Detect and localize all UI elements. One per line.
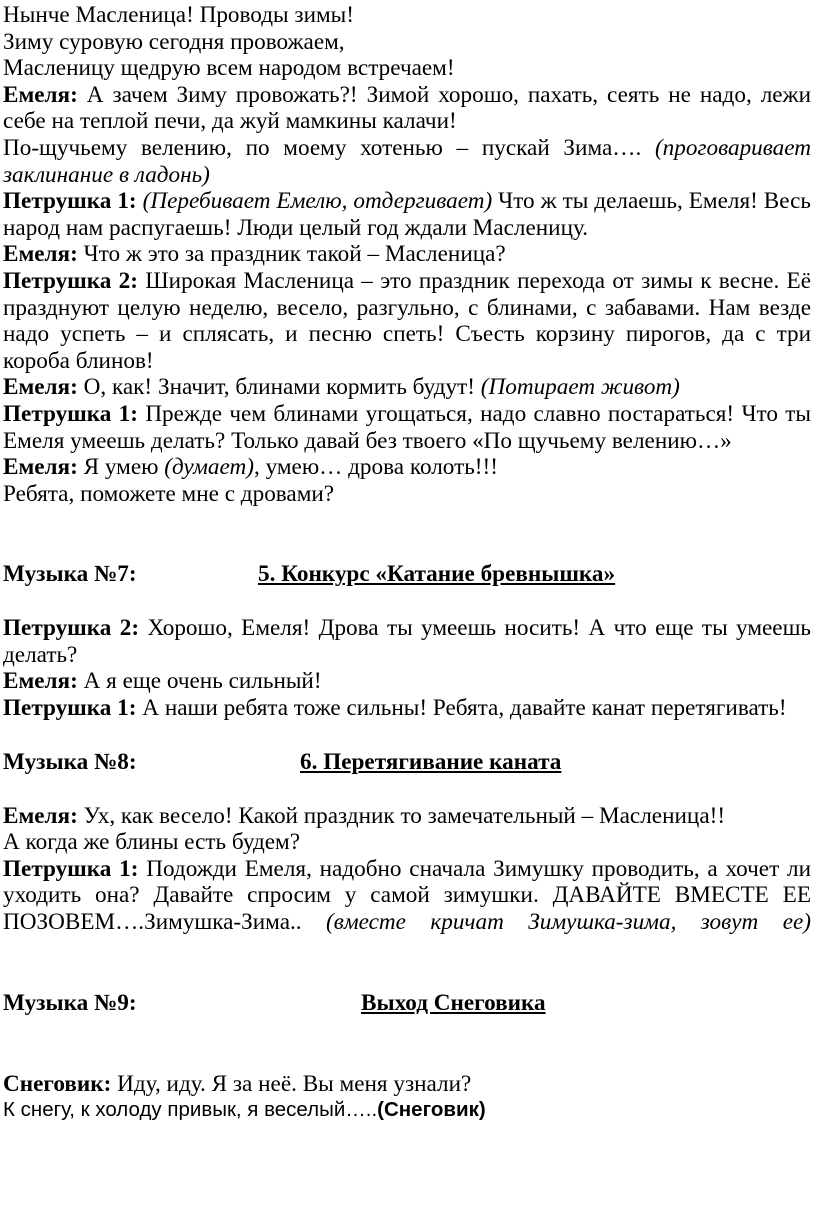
speaker-name: Петрушка 1:: [3, 855, 139, 882]
dialogue-text: О, как! Значит, блинами кормить будут!: [77, 374, 481, 401]
music-title: Выход Снеговика: [361, 989, 546, 1016]
speaker-name: Емеля:: [3, 802, 78, 829]
dialogue-text: Прежде чем блинами угощаться, надо славно постараться! Что ты Емеля умеешь делать? Только давай без твоего «По щучьему велению…»: [3, 400, 811, 454]
spacer: [3, 722, 811, 749]
music-title: 5. Конкурс «Катание бревнышка»: [258, 561, 616, 588]
dialogue-line: А когда же блины есть будем?: [3, 829, 301, 856]
dialogue-petrushka1: [3, 695, 811, 722]
dialogue-petrushka1: [3, 856, 811, 936]
dialogue-text: А зачем Зиму провожать?! Зимой хорошо, пахать, сеять не надо, лежи себе на теплой печи, да жуй мамкины калачи!: [3, 81, 811, 135]
speaker-name: Петрушка 1:: [3, 695, 137, 722]
dialogue-emelya: [3, 241, 811, 268]
dialogue-line: Ребята, поможете мне с дровами?: [3, 480, 335, 507]
document-page: [3, 2, 811, 1124]
music-cue-8: [3, 749, 811, 776]
dialogue-emelya: [3, 454, 811, 481]
stage-direction: (вместе кричат Зимушка-зима, зовут ее): [326, 909, 812, 936]
stage-direction: (проговаривает заклинание в ладонь): [3, 134, 811, 188]
verse-line: Масленицу щедрую всем народом встречаем!: [3, 55, 455, 82]
speaker-name: Петрушка 2:: [3, 267, 138, 294]
dialogue-text: Подожди Емеля, надобно сначала Зимушку проводить, а хочет ли уходить она? Давайте спросим у самой зимушки. ДАВАЙТЕ ВМЕСТЕ ЕЕ ПОЗОВЕМ….Зимушка-Зима..: [3, 855, 811, 936]
speaker-name: Петрушка 1:: [3, 188, 137, 215]
dialogue-text: Ух, как весело! Какой праздник то замечательный – Масленица!!: [77, 802, 726, 829]
speaker-name: Емеля:: [3, 668, 78, 695]
dialogue-petrushka1: [3, 188, 811, 241]
dialogue-text: По-щучьему велению, по моему хотенью – пускай Зима….: [3, 134, 655, 161]
stage-direction: (Потирает живот): [480, 374, 680, 401]
dialogue-emelya: [3, 803, 811, 830]
speaker-name: Снеговик:: [3, 1070, 112, 1097]
dialogue-emelya: [3, 82, 811, 135]
dialogue-text: Широкая Масленица – это праздник перехода от зимы к весне. Её празднуют целую неделю, весело, разгульно, с блинами, с забавами. Нам везде надо успеть – и сплясать, и песню спеть! Съесть корзину пирогов, да с три короба блинов!: [3, 267, 811, 374]
dialogue-text: Что ж ты делаешь, Емеля! Весь народ нам распугаешь! Люди целый год ждали Масленицу.: [3, 188, 812, 241]
dialogue-text: Что ж это за праздник такой – Масленица?: [77, 241, 506, 268]
music-cue-7: [3, 561, 811, 588]
speaker-name: Петрушка 2:: [3, 615, 140, 642]
stage-direction: (Перебивает Емелю, отдергивает): [142, 188, 493, 215]
dialogue-snowman: [3, 1071, 811, 1098]
dialogue-emelya: [3, 374, 811, 401]
dialogue-petrushka2: [3, 268, 811, 374]
music-number: Музыка №8:: [3, 748, 137, 775]
music-cue-9: [3, 990, 811, 1017]
dialogue-text: А наши ребята тоже сильны! Ребята, давайте канат перетягивать!: [136, 695, 787, 722]
dialogue-spell: [3, 135, 811, 188]
music-title: 6. Перетягивание каната: [300, 748, 562, 775]
spacer: [3, 936, 811, 990]
music-number: Музыка №9:: [3, 989, 137, 1016]
verse-line: Нынче Масленица! Проводы зимы!: [3, 2, 354, 28]
dialogue-emelya: [3, 668, 811, 695]
stage-direction: (думает): [164, 454, 254, 481]
dialogue-petrushka1: [3, 401, 811, 454]
bold-note: (Снеговик): [377, 1098, 486, 1122]
spacer: [3, 588, 811, 615]
dialogue-text: К снегу, к холоду привык, я веселый…..: [3, 1098, 378, 1122]
dialogue-text: Хорошо, Емеля! Дрова ты умеешь носить! А что еще ты умеешь делать?: [3, 615, 812, 668]
speaker-name: Петрушка 1:: [3, 400, 138, 427]
dialogue-text: , умею… дрова колоть!!!: [253, 454, 498, 481]
dialogue-line: [3, 1097, 811, 1124]
spacer: [3, 1017, 811, 1071]
speaker-name: Емеля:: [3, 81, 78, 108]
verse-line: Зиму суровую сегодня провожаем,: [3, 28, 345, 55]
dialogue-text: Иду, иду. Я за неё. Вы меня узнали?: [111, 1070, 472, 1097]
speaker-name: Емеля:: [3, 374, 78, 401]
dialogue-text: А я еще очень сильный!: [77, 668, 322, 695]
spacer: [3, 507, 811, 561]
spacer: [3, 776, 811, 803]
speaker-name: Емеля:: [3, 241, 78, 268]
dialogue-text: Я умею: [77, 454, 165, 481]
speaker-name: Емеля:: [3, 454, 78, 481]
music-number: Музыка №7:: [3, 561, 137, 588]
dialogue-petrushka2: [3, 615, 811, 668]
